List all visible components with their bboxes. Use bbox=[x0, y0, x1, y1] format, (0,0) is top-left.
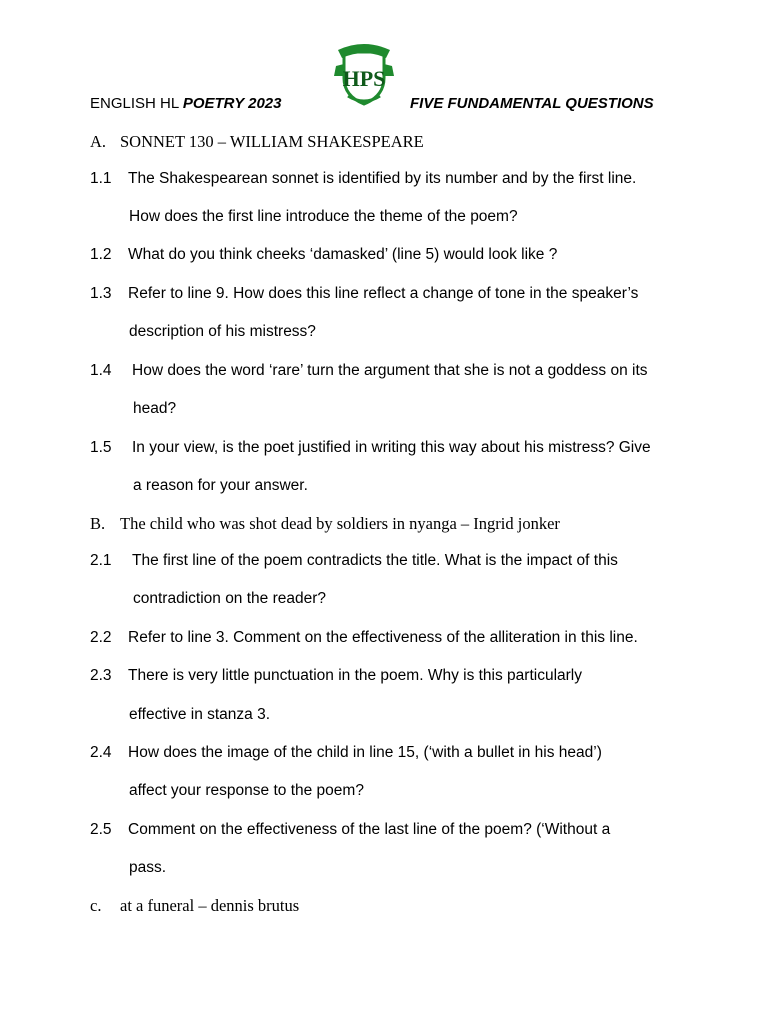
question-text: Refer to line 9. How does this line reflect a change of tone in the speaker’s bbox=[128, 285, 639, 302]
question-2-5 bbox=[90, 821, 610, 839]
question-2-1 bbox=[90, 552, 618, 570]
question-number: 2.2 bbox=[90, 629, 112, 646]
section-b-heading bbox=[90, 514, 560, 534]
question-number: 1.5 bbox=[90, 439, 112, 456]
question-number: 2.1 bbox=[90, 552, 112, 569]
question-text: In your view, is the poet justified in writing this way about his mistress? Give bbox=[132, 439, 651, 456]
section-b-title: The child who was shot dead by soldiers in nyanga – Ingrid jonker bbox=[120, 514, 560, 533]
section-a-heading bbox=[90, 132, 424, 152]
section-a-title: SONNET 130 – WILLIAM SHAKESPEARE bbox=[120, 132, 424, 151]
question-2-3-continuation: effective in stanza 3. bbox=[129, 706, 271, 723]
question-text: Refer to line 3. Comment on the effectiveness of the alliteration in this line. bbox=[128, 629, 638, 646]
question-text: The first line of the poem contradicts the title. What is the impact of this bbox=[132, 552, 618, 569]
question-number: 1.4 bbox=[90, 362, 112, 379]
school-crest-logo bbox=[330, 36, 398, 106]
header-right bbox=[410, 95, 654, 112]
header-right-title: FIVE FUNDAMENTAL QUESTIONS bbox=[410, 95, 654, 112]
question-number: 2.4 bbox=[90, 744, 112, 761]
question-text: What do you think cheeks ‘damasked’ (line 5) would look like ? bbox=[128, 246, 558, 263]
header-subject: ENGLISH HL bbox=[90, 95, 183, 112]
header-title-bold: POETRY 2023 bbox=[182, 95, 282, 112]
section-b-label: B. bbox=[90, 514, 106, 533]
question-1-5-continuation: a reason for your answer. bbox=[133, 477, 308, 494]
section-a-label: A. bbox=[90, 132, 107, 151]
question-2-3 bbox=[90, 667, 582, 685]
question-number: 1.2 bbox=[90, 246, 112, 263]
question-number: 2.3 bbox=[90, 667, 112, 684]
question-number: 1.1 bbox=[90, 170, 112, 187]
question-number: 1.3 bbox=[90, 285, 112, 302]
section-c-label: c. bbox=[90, 896, 102, 915]
question-1-2 bbox=[90, 246, 557, 264]
question-2-1-continuation: contradiction on the reader? bbox=[133, 590, 327, 607]
question-text: How does the word ‘rare’ turn the argument that she is not a goddess on its bbox=[132, 362, 648, 379]
question-text: There is very little punctuation in the poem. Why is this particularly bbox=[128, 667, 582, 684]
question-text: The Shakespearean sonnet is identified by its number and by the first line. bbox=[128, 170, 637, 187]
question-text: Comment on the effectiveness of the last line of the poem? (‘Without a bbox=[128, 821, 611, 838]
section-c-heading bbox=[90, 896, 299, 916]
question-2-4-continuation: affect your response to the poem? bbox=[129, 782, 364, 799]
question-1-1 bbox=[90, 170, 636, 188]
question-2-4 bbox=[90, 744, 602, 762]
question-2-5-continuation: pass. bbox=[129, 859, 167, 876]
question-2-2 bbox=[90, 629, 638, 647]
question-1-1-continuation: How does the first line introduce the theme of the poem? bbox=[129, 208, 518, 225]
question-1-5 bbox=[90, 439, 651, 457]
question-1-4-continuation: head? bbox=[133, 400, 177, 417]
question-1-4 bbox=[90, 362, 648, 380]
question-1-3-continuation: description of his mistress? bbox=[129, 323, 316, 340]
svg-text:HPS: HPS bbox=[342, 66, 386, 91]
question-text: How does the image of the child in line 15, (‘with a bullet in his head’) bbox=[128, 744, 602, 761]
question-number: 2.5 bbox=[90, 821, 112, 838]
section-c-title: at a funeral – dennis brutus bbox=[120, 896, 300, 915]
question-1-3 bbox=[90, 285, 638, 303]
header-left bbox=[90, 95, 281, 112]
